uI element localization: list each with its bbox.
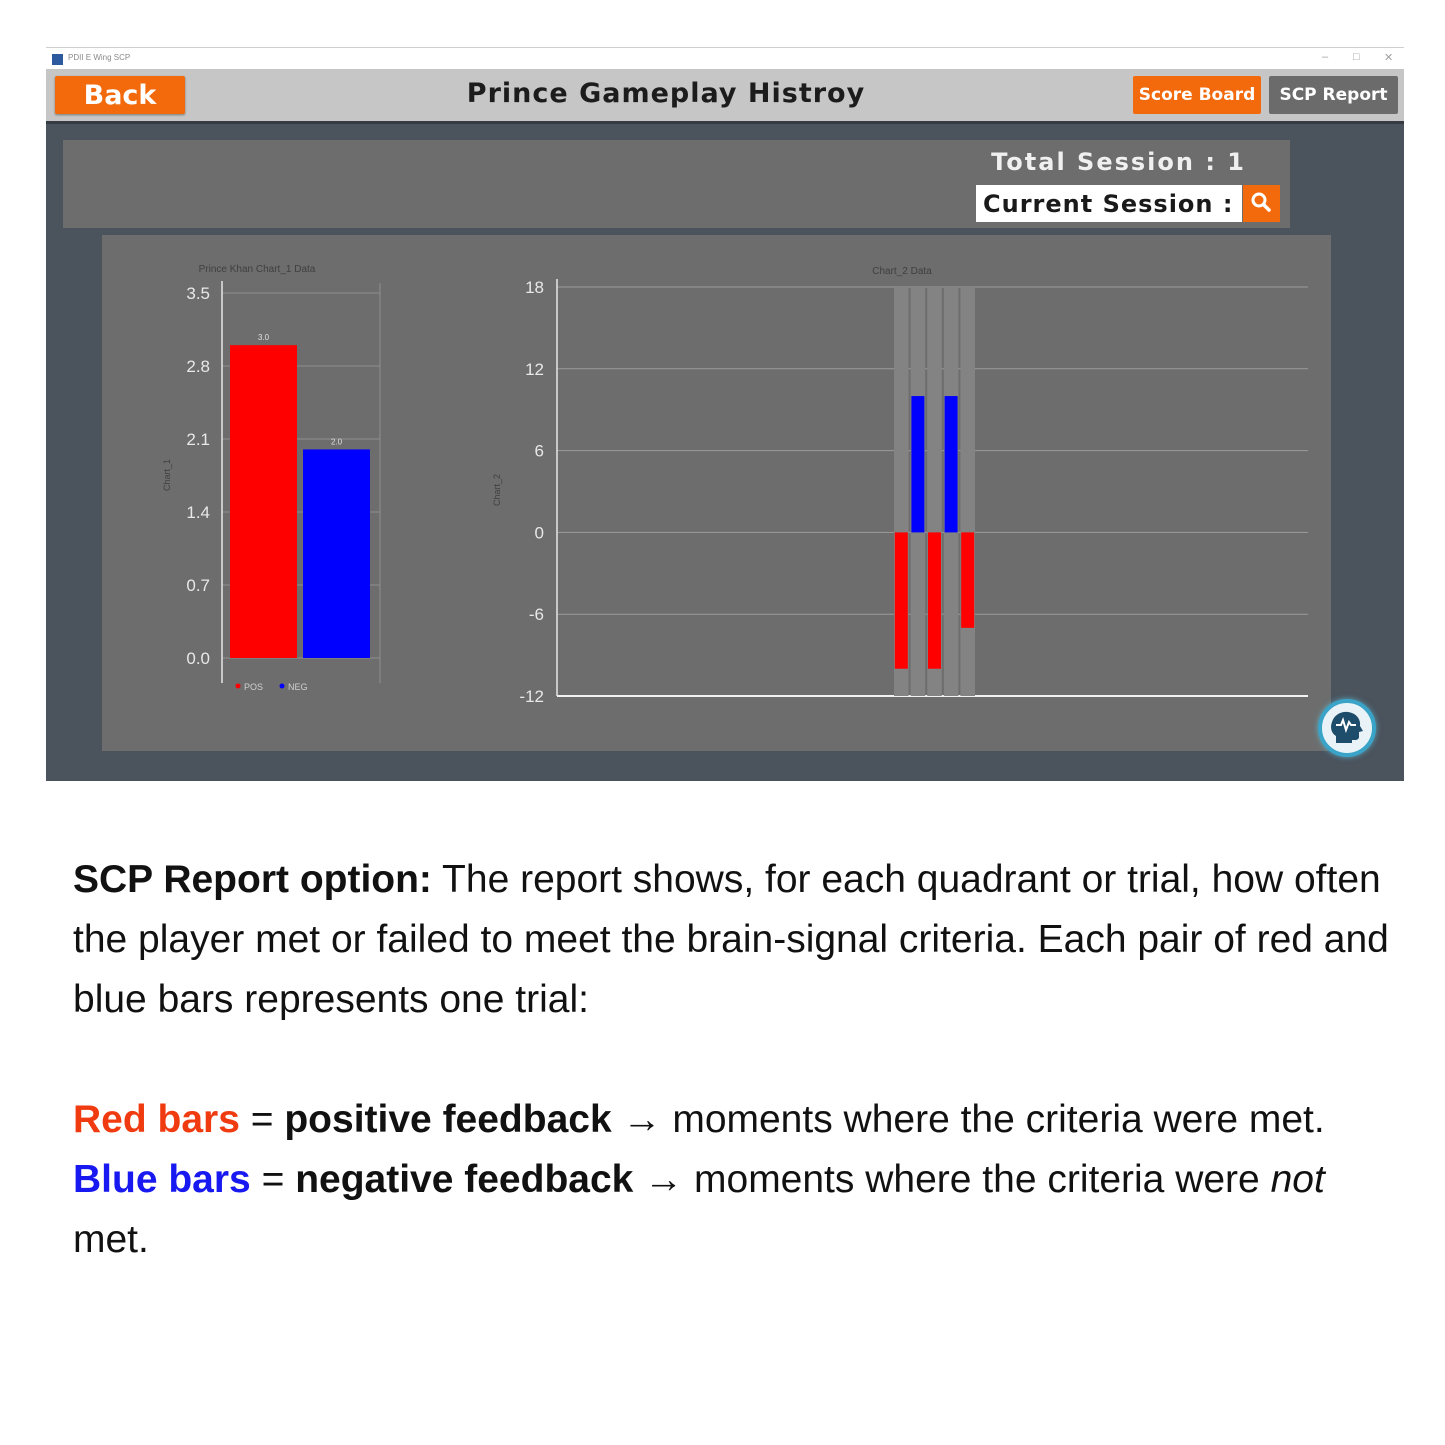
chart1-ytick-label: 0.7 [186, 576, 210, 595]
brain-head-icon [1322, 703, 1372, 753]
chart1-data-label: 3.0 [257, 333, 270, 343]
chart1-data-label: 2.0 [330, 437, 343, 447]
red-bars-label: Red bars [73, 1098, 240, 1141]
caption-intro-text: The report shows, for each quadrant or trial, how often the player met or failed to meet the brain-signal criteria. Each pair of red and blue bars represents one trial: [73, 858, 1389, 1021]
total-session-label: Total Session : 1 [991, 148, 1246, 176]
chart1-ytick-label: 3.5 [186, 284, 210, 303]
caption-blue [73, 1150, 1393, 1270]
search-button[interactable] [1243, 185, 1280, 222]
chart1-legend-label: POS [244, 682, 264, 692]
chart1-legend-label: NEG [288, 682, 308, 692]
chart1-y-axis-label: Chart_1 [162, 458, 172, 492]
chart1-ytick-label: 2.1 [186, 430, 210, 449]
chart1-legend-marker [280, 684, 285, 689]
chart2-ytick-label: 18 [525, 278, 544, 297]
caption [73, 850, 1393, 1270]
toolbar [46, 69, 1404, 124]
not-emphasis: not [1270, 1158, 1325, 1201]
negative-feedback-label: negative feedback [295, 1158, 634, 1201]
chart2-title: Chart_2 Data [872, 266, 932, 277]
caption-intro-bold: SCP Report option: [73, 858, 432, 901]
chart1-bar-pos [230, 345, 297, 658]
scp-report-button[interactable]: SCP Report [1269, 76, 1398, 114]
window-titlebar [46, 47, 1404, 70]
close-icon[interactable]: ✕ [1384, 52, 1394, 64]
chart2-pos-bar [928, 532, 941, 668]
chart2-pos-bar [895, 532, 908, 668]
chart-panel [102, 235, 1331, 751]
positive-feedback-label: positive feedback [284, 1098, 612, 1141]
minimize-icon[interactable]: – [1322, 51, 1329, 63]
chart2-ytick-label: 12 [525, 359, 544, 379]
chart1-bar-neg [303, 449, 370, 658]
chart2-ytick-label: 6 [534, 441, 544, 461]
blue-description-2: met. [73, 1218, 149, 1261]
red-description: → moments where the criteria were met. [611, 1098, 1325, 1141]
maximize-icon[interactable]: □ [1353, 51, 1360, 63]
caption-red [73, 1090, 1393, 1150]
chart1-ytick-label: 0.0 [186, 649, 210, 668]
chart2-y-axis-label: Chart_2 [492, 473, 502, 507]
chart2-neg-bar [911, 396, 924, 532]
brain-logo-icon[interactable] [1318, 699, 1376, 757]
current-session-field[interactable] [976, 185, 1242, 222]
chart1-ytick-label: 2.8 [186, 357, 210, 376]
blue-description-1: → moments where the criteria were [633, 1158, 1271, 1201]
caption-intro [73, 850, 1393, 1030]
chart2-neg-bar [945, 396, 958, 532]
session-panel [63, 140, 1290, 228]
blue-bars-label: Blue bars [73, 1158, 251, 1201]
chart1-title: Prince Khan Chart_1 Data [198, 264, 316, 275]
blue-eq: = [250, 1158, 296, 1201]
search-icon [1243, 185, 1280, 222]
charts-canvas [102, 235, 1331, 751]
chart2-ytick-label: -6 [528, 605, 544, 625]
chart2-pos-bar [961, 532, 974, 627]
red-eq: = [239, 1098, 285, 1141]
app-window [46, 47, 1404, 781]
page-title: Prince Gameplay Histroy [466, 78, 866, 109]
chart2-ytick-label: -12 [519, 687, 544, 706]
app-icon [52, 54, 63, 65]
window-title: PDII E Wing SCP [68, 53, 131, 62]
chart2-category-band [960, 287, 975, 696]
chart1-legend-marker [236, 684, 241, 689]
chart1-ytick-label: 1.4 [186, 503, 210, 522]
chart2-ytick-label: 0 [534, 523, 544, 543]
back-button[interactable]: Back [55, 76, 185, 114]
score-board-button[interactable]: Score Board [1133, 76, 1261, 114]
